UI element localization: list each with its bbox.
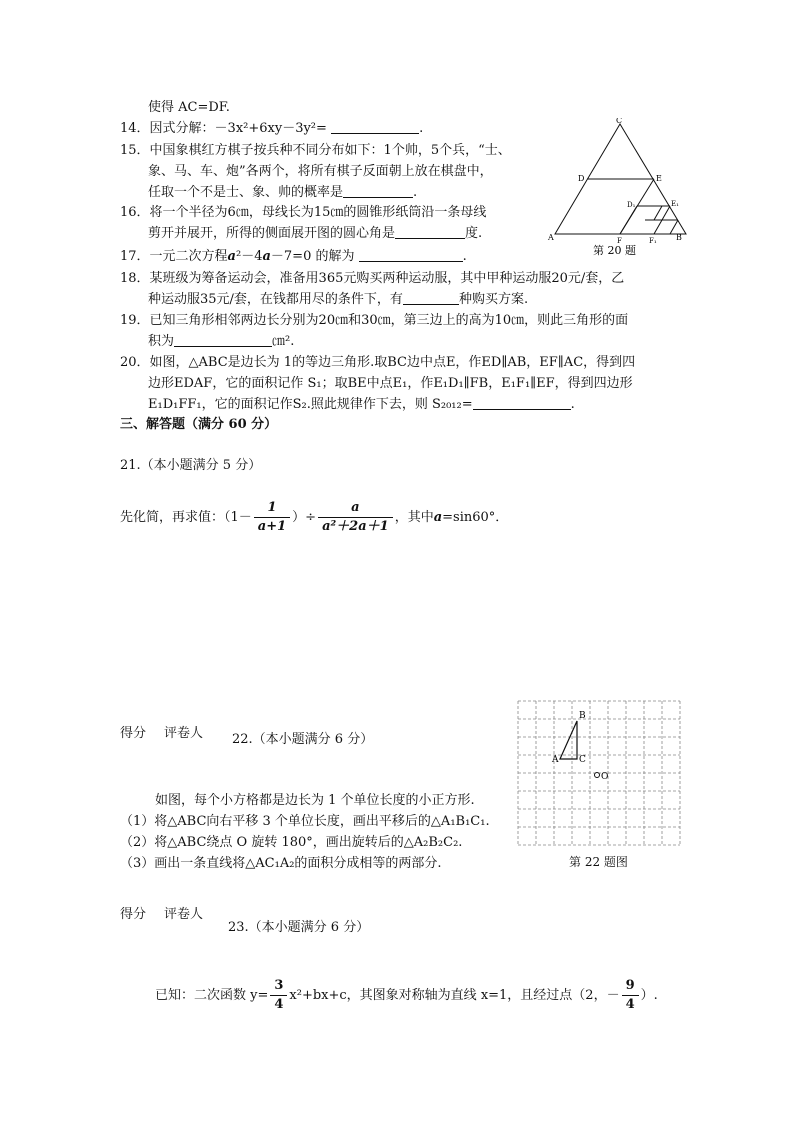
q21-post-var: a [433,510,443,525]
q14-blank[interactable] [331,119,419,134]
fig20-lines [555,124,686,234]
question-17 [120,246,467,268]
q21-den1: a+1 [257,519,287,534]
q22-item2: （2）将△ABC绕点 O 旋转 180°，画出旋转后的△A₂B₂C₂. [120,835,463,850]
q16-line2: 剪开并展开，所得的侧面展开图的圆心角是 [148,226,396,241]
q21-post-pre: ，其中 [394,510,434,525]
label-o: O [601,772,609,782]
q21-header: 21.（本小题满分 5 分） [120,458,262,473]
q17-var2: a [262,249,271,264]
fig20-label-c: C [616,118,623,125]
q19-line2: 积为 [148,334,175,349]
q16-tail: 度. [465,226,483,241]
q18-blank[interactable] [403,290,459,305]
q15-line2: 象、马、车、炮”各两个，将所有棋子反面朝上放在棋盘中， [148,164,493,179]
q23-score-label: 得分 [120,907,147,922]
fig22-caption: 第 22 题图 [569,855,628,869]
q22-item3: （3）画出一条直线将△AC₁A₂的面积分成相等的两部分. [120,856,442,871]
q19-tail: ㎝². [272,334,295,349]
q22-grader-label: 评卷人 [164,726,204,741]
fig20-label-e: E [656,174,662,183]
q18-tail: 种购买方案. [458,292,529,307]
q23-pre: 已知：二次函数 y= [155,988,269,1003]
section-heading: 三、解答题（满分 60 分） [120,417,278,432]
point-o [595,773,600,778]
q23-post: ）. [640,988,658,1003]
q23-header: 23.（本小题满分 6 分） [228,920,370,935]
q17-blank[interactable] [359,247,463,262]
q17-var: a [227,249,236,264]
q23-grader-label: 评卷人 [164,907,204,922]
q20-line3-wrap [120,394,575,416]
q13-tail: 使得 AC=DF. [148,100,230,115]
q23-fraction-1 [270,977,287,1014]
q20-line1: 20．如图，△ABC是边长为 1的等边三角形.取BC边中点E，作ED∥AB，EF∥AC，得到四 [120,355,636,370]
q16-line2-wrap [120,223,482,245]
q15-blank[interactable] [343,183,413,198]
q21-mid: ）÷ [292,510,317,525]
question-14 [120,118,423,140]
q22-intro: 如图，每个小方格都是边长为 1 个单位长度的小正方形. [155,793,475,808]
q20-tail: . [570,397,575,412]
q20-line2: 边形EDAF，它的面积记作 S₁；取BE中点E₁，作E₁D₁∥FB，E₁F₁∥EF，得到四边形 [148,376,633,391]
q19-line2-wrap [120,331,294,353]
q22-score-label: 得分 [120,726,147,741]
q22-item1: （1）将△ABC向右平移 3 个单位长度，画出平移后的△A₁B₁C₁. [120,814,490,829]
fig20-caption: 第 20 题 [593,244,636,257]
q16-line1: 16．将一个半径为6㎝，母线长为15㎝的圆锥形纸筒沿一条母线 [120,205,487,220]
q17-mid1: ²－4 [235,249,263,264]
q23-expression [155,976,658,1016]
q19-blank[interactable] [174,332,272,347]
q23-den1: 4 [274,997,284,1012]
fig20-label-a: A [548,233,554,242]
q22-header: 22.（本小题满分 6 分） [232,732,374,747]
q23-num1: 3 [270,977,287,996]
label-a: A [552,755,559,765]
label-c: C [579,755,586,765]
q21-fraction-1 [254,499,290,536]
q17-mid2: －7=0 的解为 [270,249,355,264]
q23-mid: x²+bx+c，其图象对称轴为直线 x=1，且经过点（2，－ [289,988,620,1003]
q15-line1: 15．中国象棋红方棋子按兵种不同分布如下：1个帅，5个兵，“士、 [120,143,511,158]
q15-line3: 任取一个不是士、象、帅的概率是 [148,185,344,200]
figure-22-grid [513,699,685,849]
q21-pre: 先化简，再求值：（1－ [120,510,252,525]
q15-line3-wrap [120,182,417,204]
fig20-label-d1: D₁ [627,201,636,209]
q16-blank[interactable] [395,224,465,239]
fig20-label-b: B [676,233,682,242]
q21-num1: 1 [254,499,290,518]
q21-num2: a [318,499,393,518]
q23-num2: 9 [622,977,639,996]
q21-den2: a²＋2a＋1 [322,519,389,534]
fig20-label-f: F [617,237,622,245]
q21-post: =sin60°． [442,510,509,525]
q17-tail: . [462,249,467,264]
q14-tail: . [419,121,424,136]
q15-tail: . [413,185,418,200]
label-b: B [579,711,586,721]
q14-text: 14．因式分解：－3x²+6xy－3y²= [120,121,327,136]
fig20-label-d: D [578,174,585,183]
fig20-label-e1: E₁ [671,200,679,208]
q19-line1: 19．已知三角形相邻两边长分别为20㎝和30㎝，第三边上的高为10㎝，则此三角形的面 [120,313,629,328]
q20-blank[interactable] [473,395,571,410]
fig20-label-f1: F₁ [649,237,657,245]
q23-fraction-2 [622,977,639,1014]
q21-fraction-2 [318,499,393,536]
q18-line2: 种运动服35元/套，在钱都用尽的条件下，有 [148,292,403,307]
q23-den2: 4 [625,997,635,1012]
triangle-abc [560,721,577,759]
q20-line3: E₁D₁FF₁，它的面积记作S₂.照此规律作下去，则 S₂₀₁₂= [148,397,473,412]
q17-pre: 17．一元二次方程 [120,249,228,264]
q18-line2-wrap [120,289,528,311]
figure-20-triangle [545,118,690,258]
q21-expression [120,498,508,538]
q18-line1: 18．某班级为筹备运动会，准备用365元购买两种运动服，其中甲种运动服20元/套，乙 [120,271,625,286]
